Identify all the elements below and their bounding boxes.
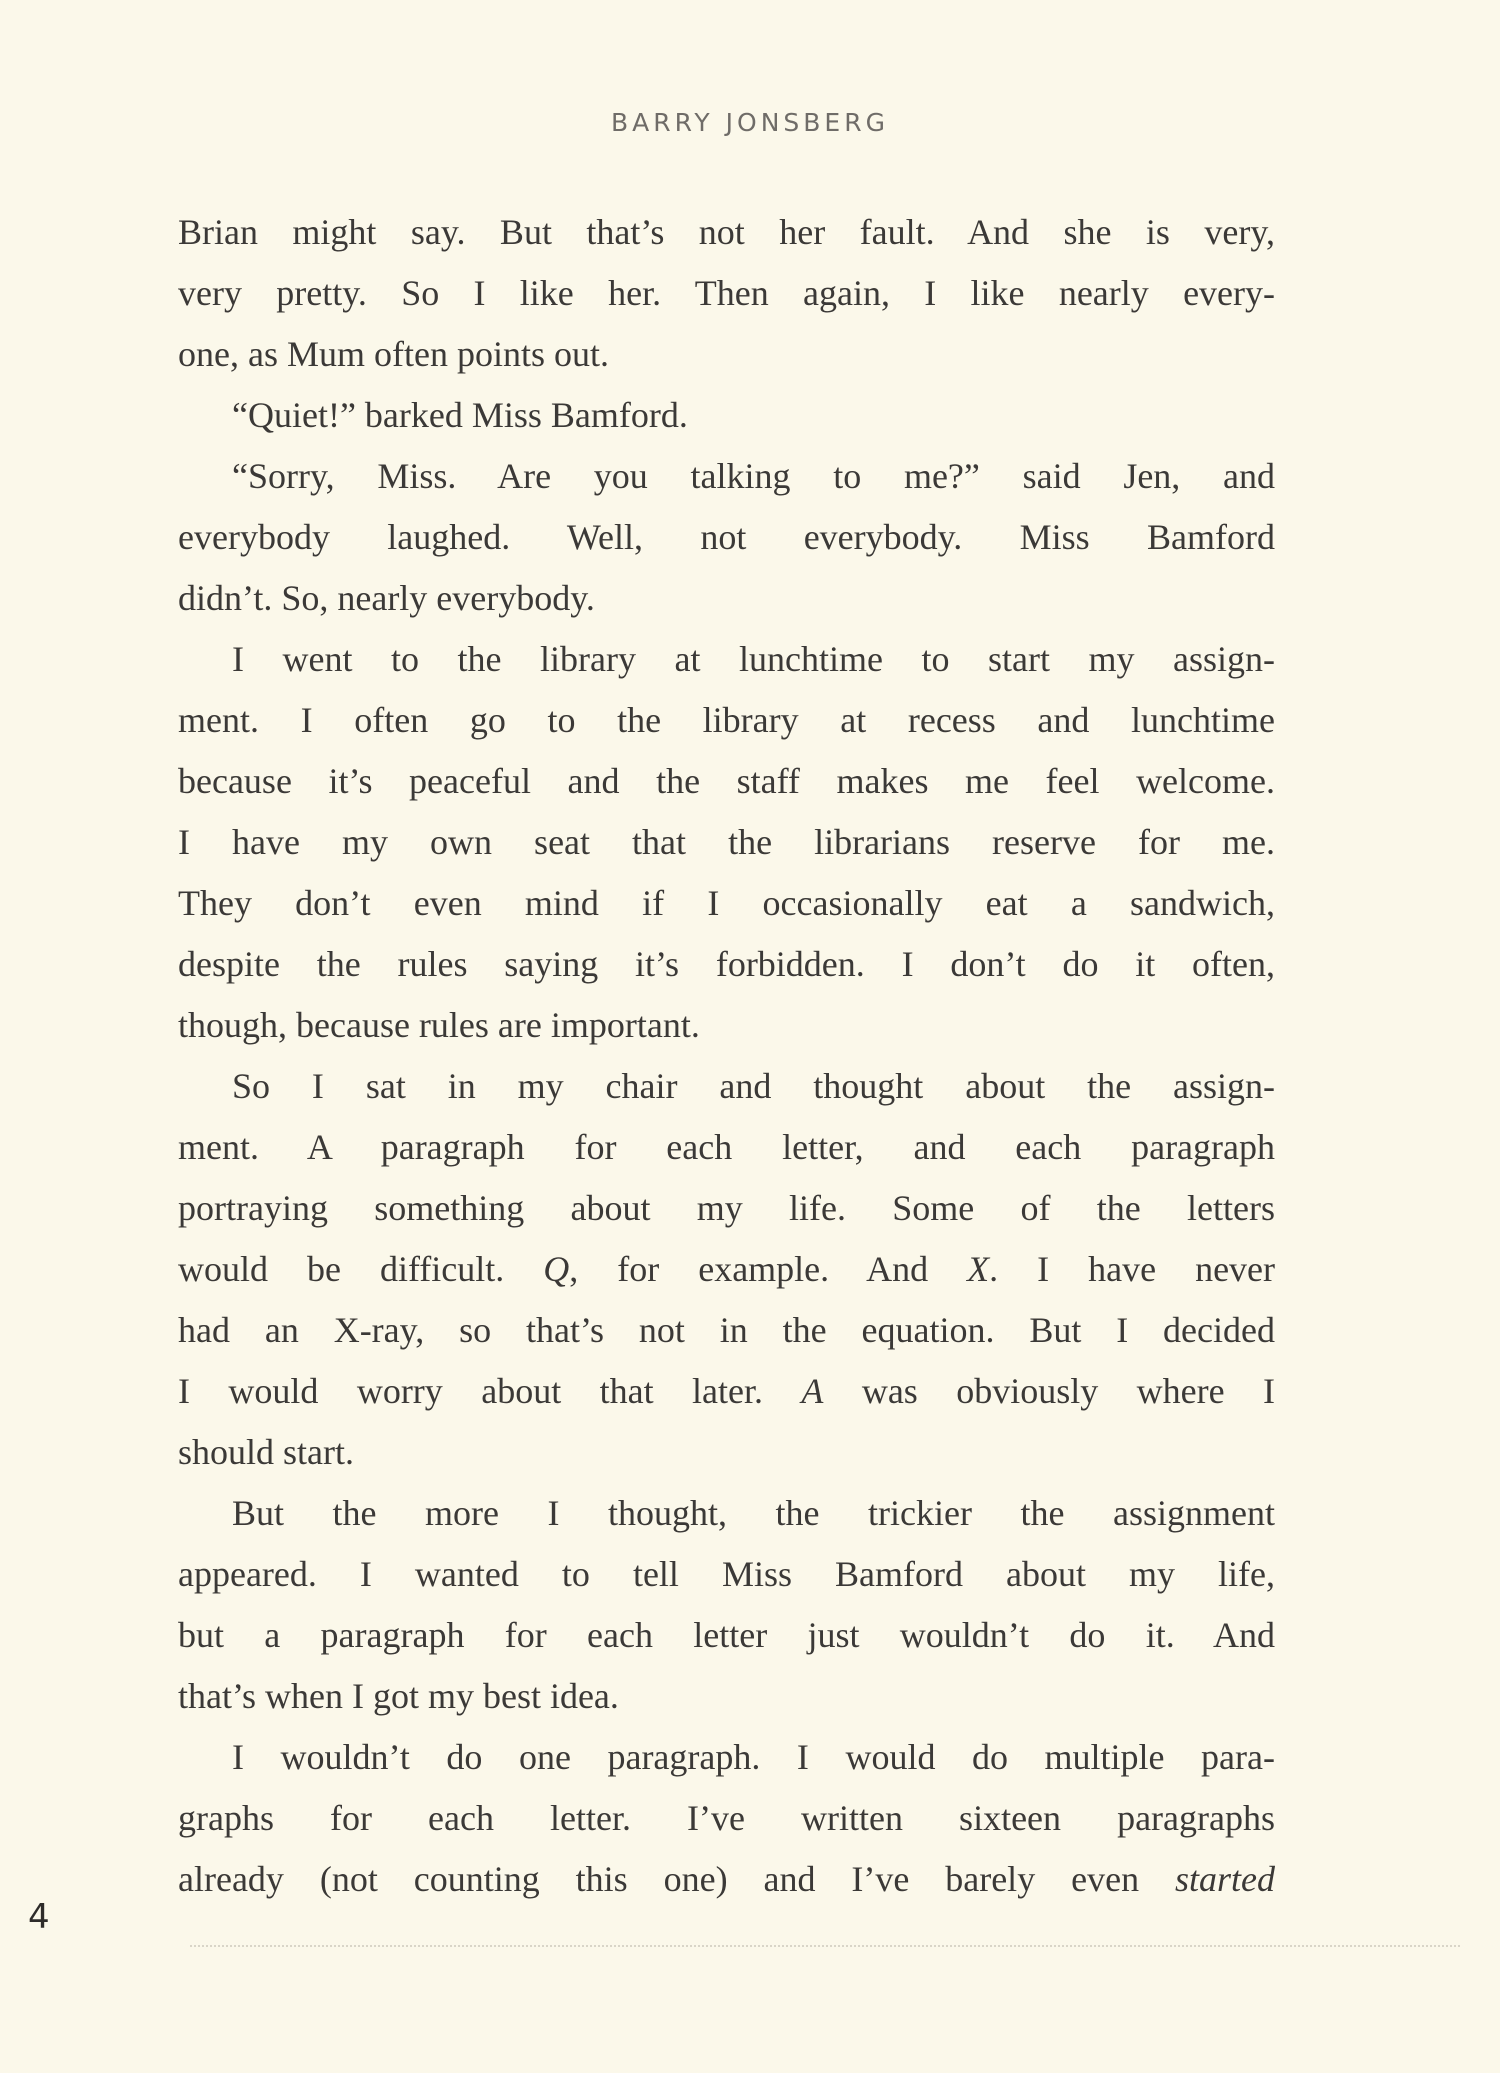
text-line: graphs for each letter. I’ve written sixteen paragraphs: [178, 1798, 1275, 1838]
page-number: 4: [28, 1897, 50, 1937]
text-line: very pretty. So I like her. Then again, I like nearly every-: [178, 273, 1275, 313]
text-line: Brian might say. But that’s not her fault. And she is very,: [178, 212, 1275, 252]
text-line: “Quiet!” barked Miss Bamford.: [232, 395, 688, 435]
text-line: I went to the library at lunchtime to start my assign-: [232, 639, 1275, 679]
text-line: ment. A paragraph for each letter, and each paragraph: [178, 1127, 1275, 1167]
text-line: because it’s peaceful and the staff makes me feel welcome.: [178, 761, 1275, 801]
text-run: . I have never: [989, 1249, 1275, 1289]
italic-letter: A: [801, 1371, 824, 1411]
text-run: already (not counting this one) and I’ve barely even: [178, 1859, 1175, 1899]
text-line: [178, 1849, 1275, 1910]
text-line: I wouldn’t do one paragraph. I would do multiple para-: [232, 1737, 1275, 1777]
text-line: should start.: [178, 1432, 354, 1472]
text-run: , for example. And: [569, 1249, 968, 1289]
text-line: ment. I often go to the library at recess and lunchtime: [178, 700, 1275, 740]
text-line: “Sorry, Miss. Are you talking to me?” said Jen, and: [232, 456, 1275, 496]
text-line: [178, 1361, 1275, 1422]
italic-letter: Q: [543, 1249, 570, 1289]
text-line: despite the rules saying it’s forbidden. I don’t do it often,: [178, 944, 1275, 984]
text-run: I would worry about that later.: [178, 1371, 802, 1411]
text-line: appeared. I wanted to tell Miss Bamford about my life,: [178, 1554, 1275, 1594]
text-line: that’s when I got my best idea.: [178, 1676, 619, 1716]
italic-letter: X: [967, 1249, 990, 1289]
text-run: would be difficult.: [178, 1249, 544, 1289]
text-line: one, as Mum often points out.: [178, 334, 609, 374]
text-line: I have my own seat that the librarians reserve for me.: [178, 822, 1275, 862]
text-line: had an X-ray, so that’s not in the equation. But I decided: [178, 1310, 1275, 1350]
text-run: was obviously where I: [823, 1371, 1275, 1411]
footer-divider: [190, 1945, 1460, 1947]
text-line: didn’t. So, nearly everybody.: [178, 578, 595, 618]
text-line: They don’t even mind if I occasionally eat a sandwich,: [178, 883, 1275, 923]
text-line: though, because rules are important.: [178, 1005, 700, 1045]
italic-word: started: [1174, 1859, 1275, 1899]
text-line: So I sat in my chair and thought about the assign-: [232, 1066, 1275, 1106]
text-line: But the more I thought, the trickier the assignment: [232, 1493, 1275, 1533]
running-head: BARRY JONSBERG: [611, 108, 889, 137]
text-line: but a paragraph for each letter just wouldn’t do it. And: [178, 1615, 1275, 1655]
body-text: [178, 202, 1275, 1910]
text-line: [178, 1239, 1275, 1300]
text-line: portraying something about my life. Some of the letters: [178, 1188, 1275, 1228]
text-line: everybody laughed. Well, not everybody. Miss Bamford: [178, 517, 1275, 557]
